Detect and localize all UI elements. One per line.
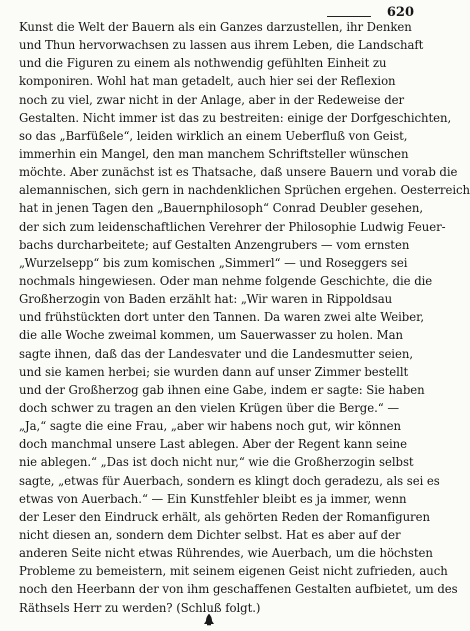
text-line: „Wurzelsepp“ bis zum komischen „Simmerl“ — und Roseggers sei bbox=[19, 255, 408, 270]
text-line: sagte ihnen, daß das der Landesvater und die Landesmutter seien, bbox=[19, 346, 414, 361]
text-line: Kunst die Welt der Bauern als ein Ganzes darzustellen, ihr Denken bbox=[19, 20, 412, 34]
text-line: und Thun hervorwachsen zu lassen aus ihrem Leben, die Landschaft bbox=[19, 38, 424, 53]
text-line: „Ja,“ sagte die eine Frau, „aber wir habens noch gut, wir können bbox=[19, 419, 402, 434]
text-line: und der Großherzog gab ihnen eine Gabe, indem er sagte: Sie haben bbox=[19, 382, 425, 397]
text-line: Räthsels Herr zu werden? (Schluß folgt.) bbox=[19, 600, 261, 615]
text-line: etwas von Auerbach.“ — Ein Kunstfehler bleibt es ja immer, wenn bbox=[19, 491, 407, 506]
text-line: anderen Seite nicht etwas Rührendes, wie Auerbach, um die höchsten bbox=[19, 546, 433, 561]
text-line: möchte. Aber zunächst ist es Thatsache, daß unsere Bauern und vorab die bbox=[19, 165, 458, 180]
text-line: doch manchmal unsere Last ablegen. Aber der Regent kann seine bbox=[19, 437, 408, 452]
text-line: und die Figuren zu einem als nothwendig gefühlten Einheit zu bbox=[19, 56, 387, 71]
text-line: nicht diesen an, sondern dem Dichter selbst. Hat es aber auf der bbox=[19, 527, 401, 542]
text-line: sagte, „etwas für Auerbach, sondern es klingt doch geradezu, als sei es bbox=[19, 473, 440, 488]
text-line: alemannischen, sich gern in nachdenklichen Sprüchen ergehen. Oesterreich bbox=[19, 183, 470, 198]
text-line: immerhin ein Mangel, den man manchem Schriftsteller wünschen bbox=[19, 146, 409, 161]
text-line: noch den Heerbann der von ihm geschaffenen Gestalten aufbietet, um des bbox=[19, 582, 458, 597]
text-line: hat in jenen Tagen den „Bauernphilosoph“ Conrad Deubler gesehen, bbox=[19, 201, 423, 216]
text-line: noch zu viel, zwar nicht in der Anlage, aber in der Redeweise der bbox=[19, 92, 405, 107]
header-rule bbox=[327, 16, 371, 17]
text-line: und sie kamen herbei; sie wurden dann auf unser Zimmer bestellt bbox=[19, 364, 409, 379]
text-line: Großherzogin von Baden erzählt hat: „Wir waren in Rippoldsau bbox=[19, 292, 393, 307]
printer-ornament-icon bbox=[201, 613, 217, 626]
body-text bbox=[19, 18, 470, 617]
text-line: die alle Woche zweimal kommen, um Sauerwasser zu holen. Man bbox=[19, 328, 403, 343]
text-line: so das „Barfüßele“, leiden wirklich an einem Ueberfluß von Geist, bbox=[19, 128, 408, 143]
text-line: der Leser den Eindruck erhält, als gehörten Reden der Romanfiguren bbox=[19, 509, 430, 524]
text-line: doch schwer zu tragen an den vielen Krügen über die Berge.“ — bbox=[19, 400, 399, 415]
page-number: 620 bbox=[386, 5, 414, 20]
text-line: Probleme zu bemeistern, mit seinem eigenen Geist nicht zufrieden, auch bbox=[19, 564, 448, 579]
text-line: bachs durcharbeitete; auf Gestalten Anzengrubers — vom ernsten bbox=[19, 237, 410, 252]
text-line: nochmals hingewiesen. Oder man nehme folgende Geschichte, die die bbox=[19, 273, 433, 288]
text-line: und frühstückten dort unter den Tannen. Da waren zwei alte Weiber, bbox=[19, 310, 425, 325]
text-line: Gestalten. Nicht immer ist das zu bestreiten: einige der Dorfgeschichten, bbox=[19, 110, 452, 125]
text-line: der sich zum leidenschaftlichen Verehrer der Philosophie Ludwig Feuer- bbox=[19, 219, 446, 234]
text-line: nie ablegen.“ „Das ist doch nicht nur,“ wie die Großherzogin selbst bbox=[19, 455, 414, 470]
text-line: komponiren. Wohl hat man getadelt, auch hier sei der Reflexion bbox=[19, 74, 396, 89]
